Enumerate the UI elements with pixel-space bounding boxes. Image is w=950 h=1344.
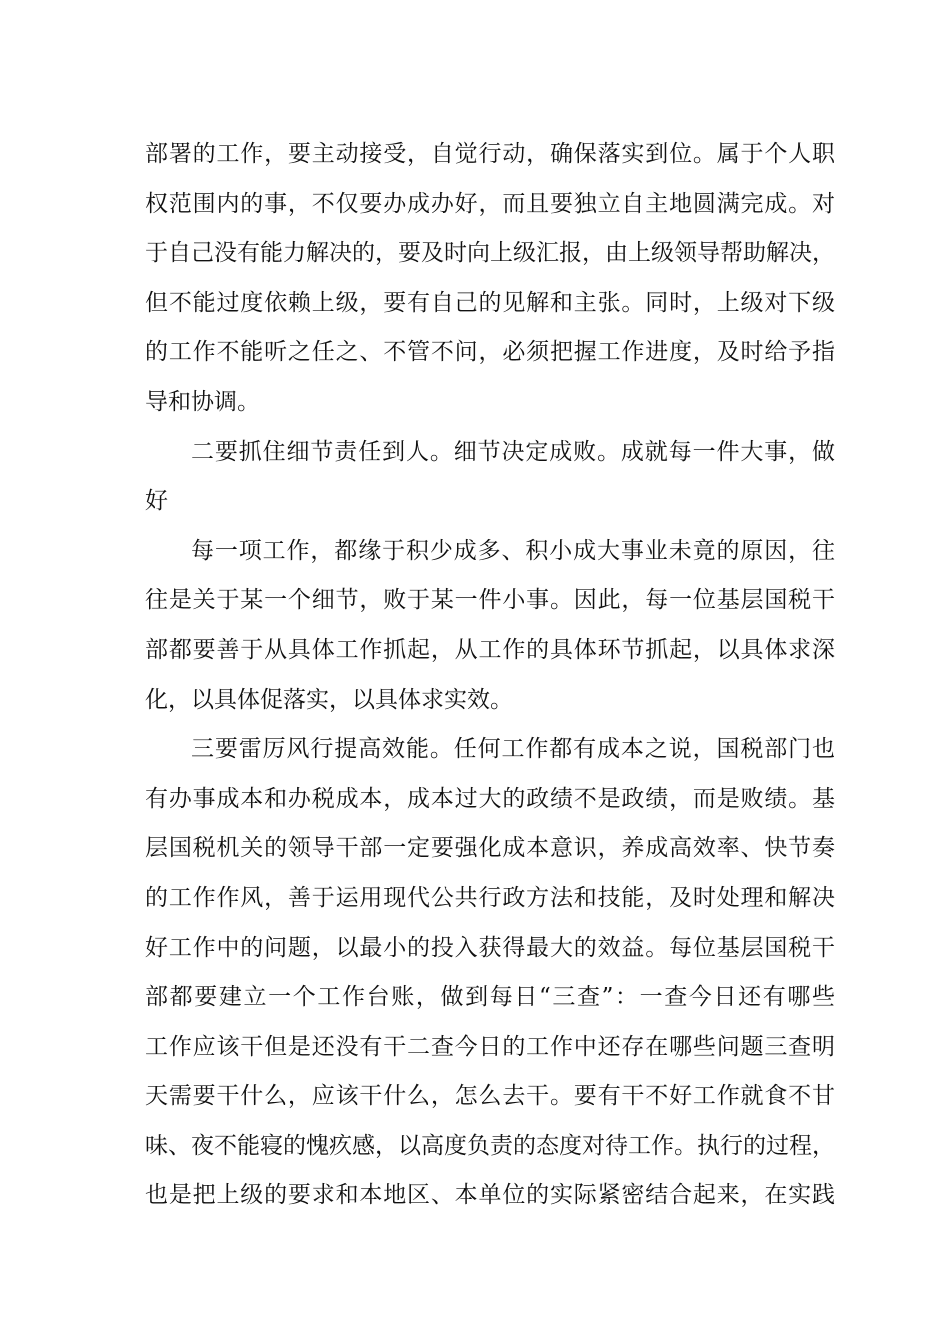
text-line: 的工作不能听之任之、不管不问，必须把握工作进度，及时给予指 (145, 339, 835, 366)
body-text (145, 130, 835, 1221)
text-line: 权范围内的事，不仅要办成办好，而且要独立自主地圆满完成。对 (145, 190, 835, 217)
text-line: 往是关于某一个细节，败于某一件小事。因此，每一位基层国税干 (145, 587, 835, 614)
text-line: 部都要建立一个工作台账，做到每日“三查”：一查今日还有哪些 (145, 984, 835, 1011)
text-line: 但不能过度依赖上级，要有自己的见解和主张。同时，上级对下级 (145, 289, 835, 316)
text-line: 二要抓住细节责任到人。细节决定成败。成就每一件大事，做 (191, 438, 835, 465)
text-line: 层国税机关的领导干部一定要强化成本意识，养成高效率、快节奏 (145, 835, 835, 862)
text-line: 于自己没有能力解决的，要及时向上级汇报，由上级领导帮助解决， (145, 240, 835, 267)
text-line: 三要雷厉风行提高效能。任何工作都有成本之说，国税部门也 (191, 736, 835, 763)
text-line: 化，以具体促落实，以具体求实效。 (145, 686, 513, 713)
text-line: 有办事成本和办税成本，成本过大的政绩不是政绩，而是败绩。基 (145, 785, 835, 812)
text-line: 导和协调。 (145, 388, 260, 415)
text-line: 味、夜不能寝的愧疚感，以高度负责的态度对待工作。执行的过程， (145, 1132, 835, 1159)
text-line: 也是把上级的要求和本地区、本单位的实际紧密结合起来，在实践 (145, 1182, 835, 1209)
text-line: 好工作中的问题，以最小的投入获得最大的效益。每位基层国税干 (145, 934, 835, 961)
text-line: 部署的工作，要主动接受，自觉行动，确保落实到位。属于个人职 (145, 141, 835, 167)
text-line: 天需要干什么，应该干什么，怎么去干。要有干不好工作就食不甘 (145, 1083, 835, 1110)
text-line: 的工作作风，善于运用现代公共行政方法和技能，及时处理和解决 (145, 884, 835, 911)
text-line: 工作应该干但是还没有干二查今日的工作中还存在哪些问题三查明 (145, 1033, 835, 1060)
text-line: 每一项工作，都缘于积少成多、积小成大事业未竟的原因，往 (191, 537, 835, 564)
text-line: 好 (145, 488, 168, 515)
text-line: 部都要善于从具体工作抓起，从工作的具体环节抓起，以具体求深 (145, 636, 835, 663)
